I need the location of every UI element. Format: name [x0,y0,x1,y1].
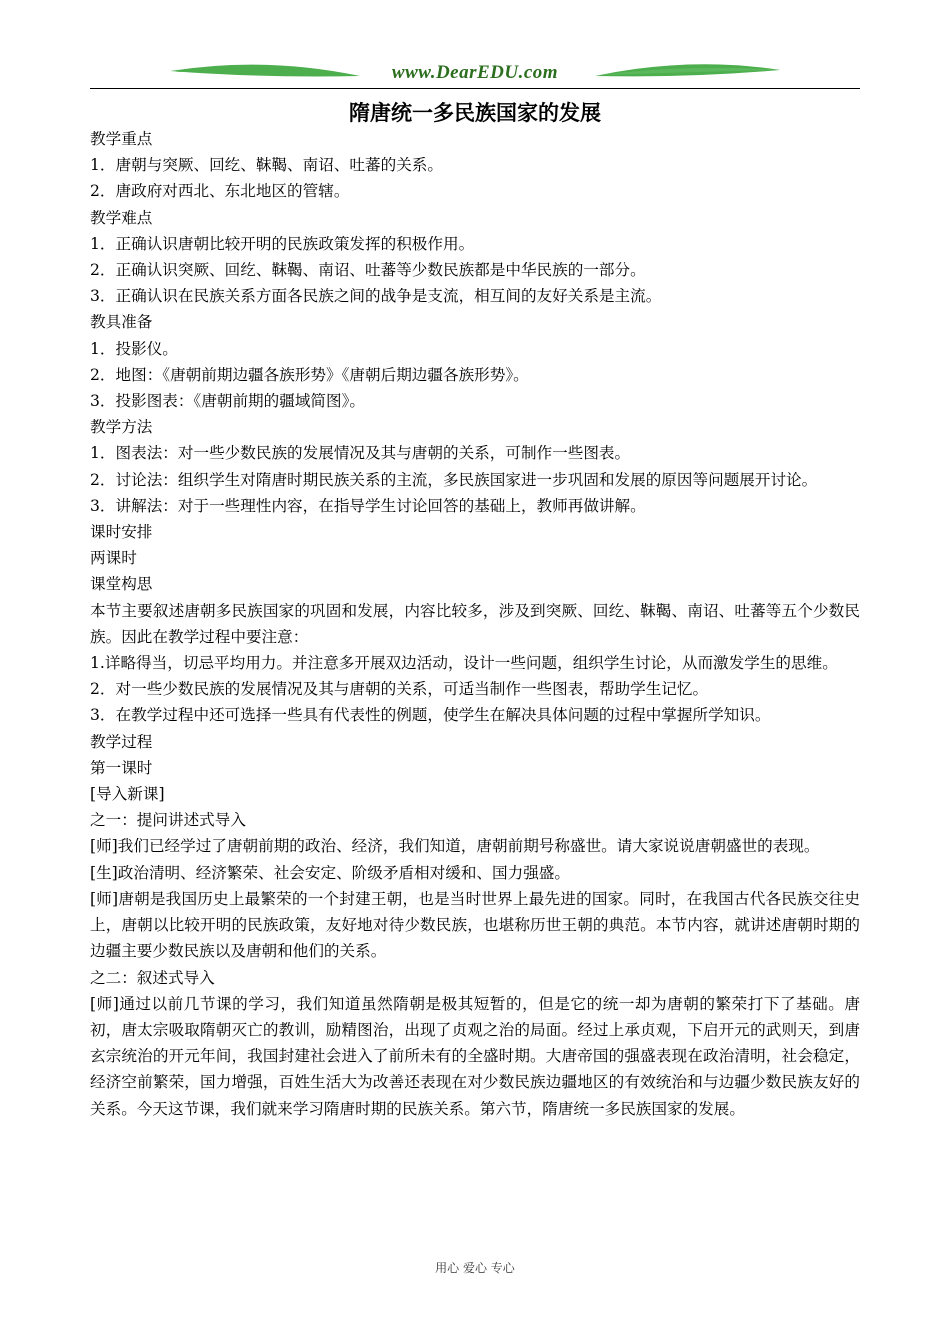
section-heading: 教学重点 [90,130,153,148]
header-divider [90,88,860,89]
page-title: 隋唐统一多民族国家的发展 [349,101,601,125]
section-heading: 课时安排 [90,523,153,542]
paragraph: 3．讲解法：对于一些理性内容，在指导学生讨论回答的基础上，教师再做讲解。 [90,496,646,515]
paragraph: 1.详略得当，切忌平均用力。并注意多开展双边活动，设计一些问题，组织学生讨论，从而激发学生的思维。 [90,654,838,673]
page-footer: 用心 爱心 专心 [435,1261,515,1275]
section-heading: 课堂构思 [90,575,153,594]
paragraph: 2．对一些少数民族的发展情况及其与唐朝的关系，可适当制作一些图表，帮助学生记忆。 [90,680,709,699]
paragraph: 1．唐朝与突厥、回纥、靺鞨、南诏、吐蕃的关系。 [90,156,443,175]
section-heading: 教学方法 [90,418,153,437]
paragraph: 第一课时 [90,758,153,777]
paragraph: 1．图表法：对一些少数民族的发展情况及其与唐朝的关系，可制作一些图表。 [90,444,631,463]
paragraph: 2．正确认识突厥、回纥、靺鞨、南诏、吐蕃等少数民族都是中华民族的一部分。 [90,261,646,280]
paragraph: 3．投影图表：《唐朝前期的疆域简图》。 [90,392,366,411]
paragraph: 本节主要叙述唐朝多民族国家的巩固和发展，内容比较多，涉及到突厥、回纥、靺鞨、南诏、吐蕃等五个少数民族。因此在教学过程中要注意： [90,601,860,646]
section-heading: 教具准备 [90,313,153,332]
paragraph: 2．地图：《唐朝前期边疆各族形势》《唐朝后期边疆各族形势》。 [90,365,529,384]
paragraph: 之二：叙述式导入 [90,968,215,987]
paragraph: [师]唐朝是我国历史上最繁荣的一个封建王朝，也是当时世界上最先进的国家。同时，在我国古代各民族交往史上，唐朝以比较开明的民族政策，友好地对待少数民族，也堪称历世王朝的典范。本节内容，就讲述唐朝时期的边疆主要少数民族以及唐朝和他们的关系。 [90,889,860,961]
section-heading: 教学过程 [90,732,153,751]
paragraph: 1．投影仪。 [90,339,178,358]
section-heading: 教学难点 [90,208,153,227]
paragraph: [生]政治清明、经济繁荣、社会安定、阶级矛盾相对缓和、国力强盛。 [90,863,570,882]
paragraph: 3．在教学过程中还可选择一些具有代表性的例题，使学生在解决具体问题的过程中掌握所学知识。 [90,706,771,725]
site-header-banner [90,58,860,90]
paragraph: 3．正确认识在民族关系方面各民族之间的战争是支流，相互间的友好关系是主流。 [90,287,662,306]
paragraph: [导入新课] [90,785,165,804]
site-logo-text[interactable]: www.DearEDU.com [391,62,559,83]
paragraph: 2．唐政府对西北、东北地区的管辖。 [90,182,350,201]
paragraph: 之一：提问讲述式导入 [90,811,246,830]
paragraph: 两课时 [90,549,137,568]
paragraph: 1．正确认识唐朝比较开明的民族政策发挥的积极作用。 [90,234,475,253]
paragraph: 2．讨论法：组织学生对隋唐时期民族关系的主流，多民族国家进一步巩固和发展的原因等问题展开讨论。 [90,470,818,489]
document-body [90,126,860,1122]
paragraph: [师]我们已经学过了唐朝前期的政治、经济，我们知道，唐朝前期号称盛世。请大家说说唐朝盛世的表现。 [90,837,820,856]
paragraph: [师]通过以前几节课的学习，我们知道虽然隋朝是极其短暂的，但是它的统一却为唐朝的繁荣打下了基础。唐初，唐太宗吸取隋朝灭亡的教训，励精图治，出现了贞观之治的局面。经过上承贞观，下启开元的武则天，到唐玄宗统治的开元年间，我国封建社会进入了前所未有的全盛时期。大唐帝国的强盛表现在政治清明，社会稳定，经济空前繁荣，国力增强，百姓生活大为改善还表现在对少数民族边疆地区的有效统治和与边疆少数民族友好的关系。今天这节课，我们就来学习隋唐时期的民族关系。第六节，隋唐统一多民族国家的发展。 [90,994,860,1118]
